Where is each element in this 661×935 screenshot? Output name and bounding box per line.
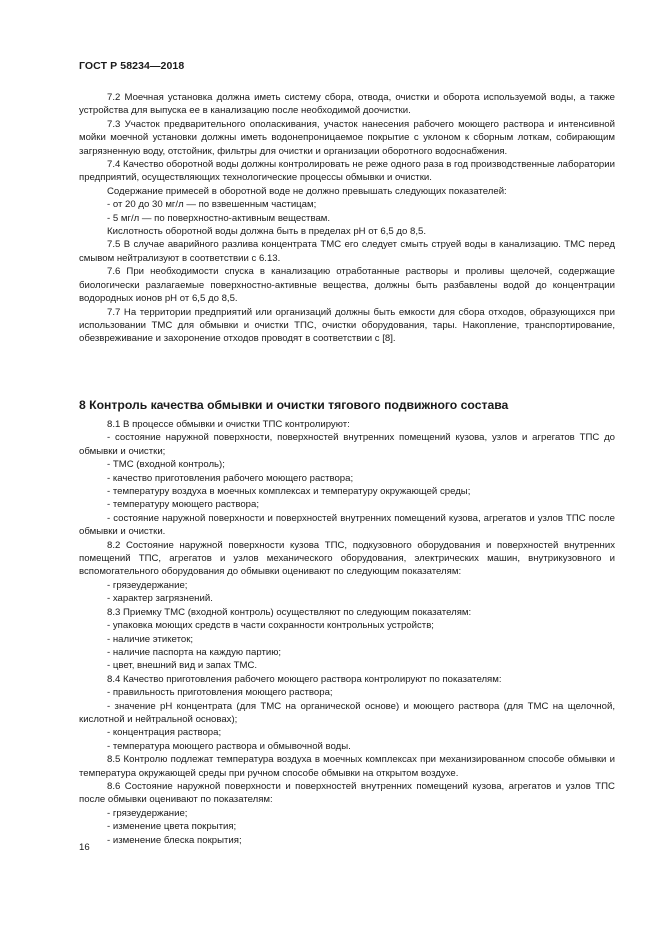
list-item: - характер загрязнений. (107, 593, 213, 605)
section-8 (79, 397, 615, 847)
paragraph: 8.4 Качество приготовления рабочего моющего раствора контролируют по показателям: (107, 673, 502, 685)
paragraph: 8.2 Состояние наружной поверхности кузова ТПС, подкузовного оборудования и поверхностей внутренних помещений ТПС, агрегатов и узлов механического оборудования, электрических машин, внутрикузовного и вспомогательного оборудования до обмывки оценивают по следующим показателям: (79, 539, 615, 578)
paragraph: 8.6 Состояние наружной поверхности и поверхностей внутренних помещений кузова, агрегатов и узлов ТПС после обмывки оценивают по показателям: (79, 780, 615, 806)
list-item: - состояние наружной поверхности, поверхностей внутренних помещений кузова, узлов и агрегатов ТПС до обмывки и очистки; (79, 432, 615, 457)
section-7 (79, 91, 615, 346)
paragraph: 7.3 Участок предварительного ополаскивания, участок нанесения рабочего моющего раствора и интенсивной мойки моечной установки должны иметь водонепроницаемое покрытие с уклоном к сборным лоткам, собирающим загрязненную воду, отстойник, фильтры для очистки и организации оборотного водоснабжения. (79, 118, 615, 157)
list-item: - температуру воздуха в моечных комплексах и температуру окружающей среды; (107, 486, 471, 498)
list-item: - температуру моющего раствора; (107, 499, 260, 511)
paragraph: 8.5 Контролю подлежат температура воздуха в моечных комплексах при механизированном способе обмывки и температура окружающей среды при ручном способе обмывки на открытом воздухе. (79, 754, 615, 779)
paragraph: 7.4 Качество оборотной воды должны контролировать не реже одного раза в год производственные лаборатории предприятий, осуществляющих технологические процессы обмывки и очистки. (79, 159, 615, 184)
list-item: - качество приготовления рабочего моющего раствора; (107, 472, 354, 484)
list-item: - температура моющего раствора и обмывочной воды. (107, 740, 351, 752)
paragraph: 8.1 В процессе обмывки и очистки ТПС контролируют: (107, 419, 350, 430)
paragraph: 7.7 На территории предприятий или организаций должны быть емкости для сбора отходов, образующихся при использовании ТМС для обмывки и очистки ТПС, очистки оборудования, тары. Накопление, транспортирование, обезвреживание и захоронение отходов проводят в соответствии с [8]. (79, 306, 615, 345)
paragraph: 7.2 Моечная установка должна иметь систему сбора, отвода, очистки и оборота используемой воды, а также устройства для выпуска ее в канализацию после необходимой доочистки. (79, 92, 615, 117)
list-item: - изменение цвета покрытия; (107, 821, 237, 833)
list-item: - грязеудержание; (107, 579, 188, 591)
list-item: - состояние наружной поверхности и поверхностей внутренних помещений кузова, агрегатов и узлов ТПС после обмывки и очистки. (79, 512, 615, 538)
list-item: - 5 мг/л — по поверхностно-активным веществам. (107, 212, 331, 224)
list-item: - наличие паспорта на каждую партию; (107, 646, 282, 658)
list-item: - от 20 до 30 мг/л — по взвешенным частицам; (107, 199, 317, 211)
list-item: - правильность приготовления моющего раствора; (107, 687, 333, 699)
paragraph: Содержание примесей в оборотной воде не должно превышать следующих показателей: (107, 185, 507, 197)
list-item: - концентрация раствора; (107, 727, 222, 739)
list-item: - грязеудержание; (107, 807, 188, 819)
list-item: - цвет, внешний вид и запах ТМС. (107, 660, 258, 672)
paragraph: 8.3 Приемку ТМС (входной контроль) осуществляют по следующим показателям: (107, 606, 472, 618)
paragraph: 7.6 При необходимости спуска в канализацию отработанные растворы и проливы щелочей, содержащие биологически разлагаемые поверхностно-активные вещества, должны быть разбавлены водой до концентрации водородных ионов pH от 6,5 до 8,5. (79, 266, 615, 305)
paragraph: Кислотность оборотной воды должна быть в пределах pH от 6,5 до 8,5. (107, 226, 427, 238)
list-item: - изменение блеска покрытия; (107, 834, 242, 846)
list-item: - наличие этикеток; (107, 633, 194, 645)
paragraph: 7.5 В случае аварийного разлива концентрата ТМС его следует смыть струей воды в канализацию. ТМС перед смывом нейтрализуют в соответствии с 6.13. (79, 239, 615, 264)
list-item: - ТМС (входной контроль); (107, 459, 225, 471)
list-item: - упаковка моющих средств в части сохранности контрольных устройств; (107, 620, 434, 632)
list-item: - значение pH концентрата (для ТМС на органической основе) и моющего раствора (для ТМС на щелочной, кислотной и нейтральной основах); (79, 700, 615, 725)
document-header: ГОСТ Р 58234—2018 (79, 60, 185, 72)
section-heading: 8 Контроль качества обмывки и очистки тягового подвижного состава (79, 398, 509, 412)
page-number: 16 (79, 842, 90, 853)
